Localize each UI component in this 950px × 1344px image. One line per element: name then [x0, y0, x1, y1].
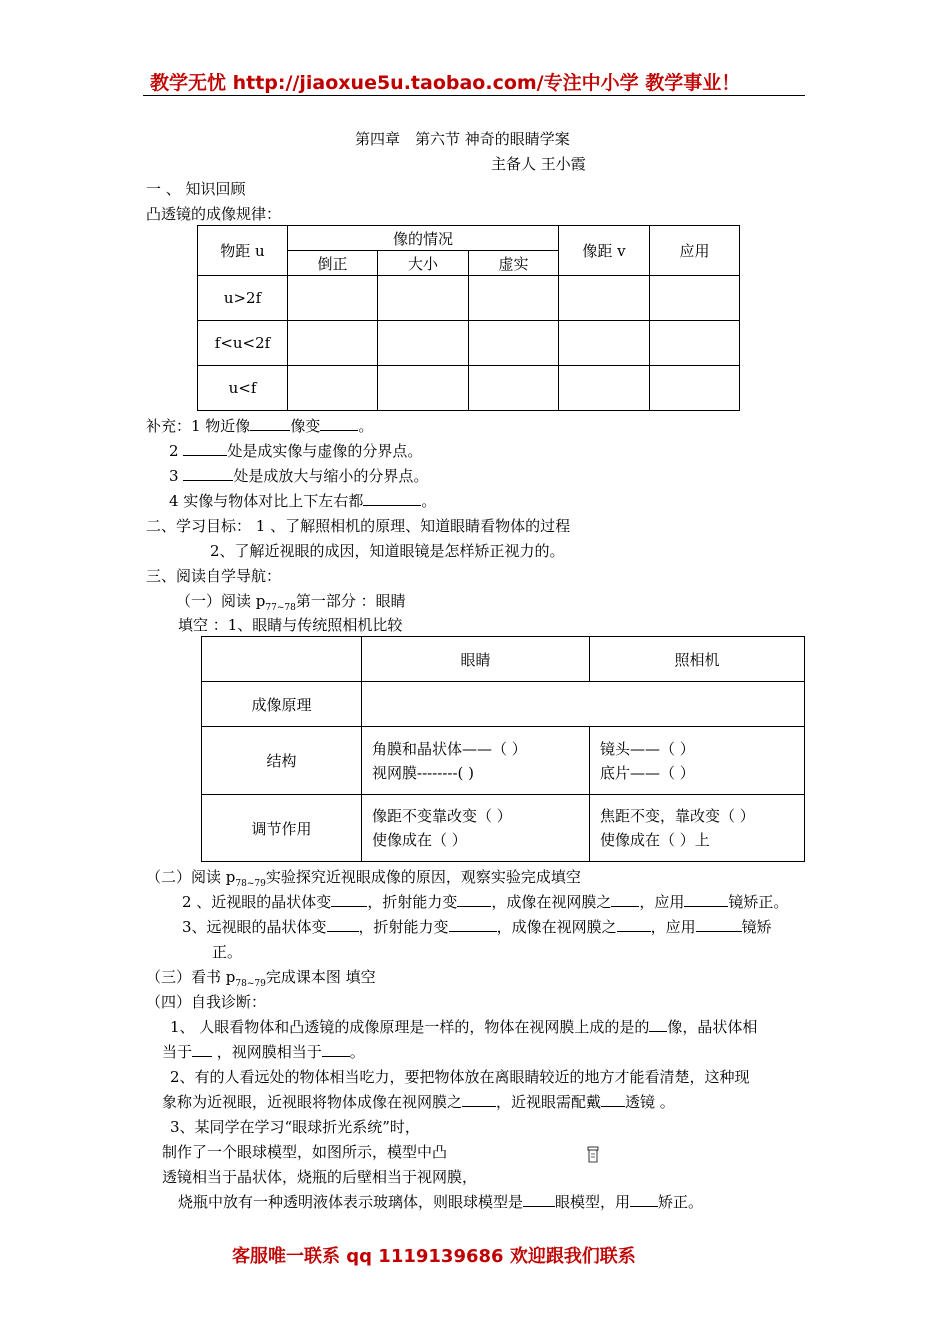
text: ，视网膜相当于 — [212, 1043, 322, 1061]
reading-2 — [146, 866, 581, 889]
learning-goal-1: 二、学习目标： 1 、了解照相机的原理、知道眼睛看物体的过程 — [146, 517, 571, 535]
myopia-line — [182, 891, 788, 912]
text: ，成像在视网膜之 — [496, 918, 617, 936]
question-2-line2 — [162, 1091, 675, 1112]
page-header: 教学无忧 http://jiaoxue5u.taobao.com/专注中小学 教学事业！ — [150, 72, 741, 94]
blank-cell[interactable] — [559, 321, 650, 366]
col-application: 应用 — [650, 226, 740, 276]
blank-cell[interactable] — [288, 276, 378, 321]
col-image-distance: 像距 v — [559, 226, 650, 276]
fill-blank[interactable] — [617, 917, 651, 932]
row-label: f<u<2f — [198, 321, 288, 366]
fill-blank[interactable] — [449, 917, 497, 932]
author-line: 主备人 王小霞 — [491, 155, 586, 173]
question-3-line1: 3、某同学在学习“眼球折光系统”时， — [170, 1118, 420, 1136]
col-camera: 照相机 — [590, 637, 805, 682]
reading-text: 实验探究近视眼成像的原因，观察实验完成填空 — [265, 868, 581, 886]
question-1-line2 — [162, 1041, 365, 1062]
blank-cell[interactable] — [650, 276, 740, 321]
text: 当于 — [162, 1043, 193, 1061]
text: 透镜 。 — [625, 1093, 675, 1111]
question-2-line1: 2、有的人看远处的物体相当吃力，要把物体放在离眼睛较近的地方才能看清楚，这种现 — [170, 1068, 750, 1086]
page-range: 77~78 — [265, 603, 296, 613]
eye-adjustment-1: 像距不变靠改变（ ） — [372, 807, 512, 825]
blank-cell[interactable] — [288, 366, 378, 411]
fill-blank[interactable] — [327, 917, 359, 932]
question-3-line2: 制作了一个眼球模型，如图所示，模型中凸 — [162, 1143, 448, 1161]
section1-heading: 一 、 知识回顾 — [146, 180, 246, 198]
reading-text: （二）阅读 p — [146, 868, 236, 886]
blank-header-cell — [202, 637, 362, 682]
supplement-text: 处是成实像与虚像的分界点。 — [227, 442, 423, 460]
question-3-line3: 透镜相当于晶状体，烧瓶的后壁相当于视网膜， — [162, 1168, 478, 1186]
col-image-info: 像的情况 — [288, 226, 559, 251]
supplement-1 — [146, 415, 373, 436]
reading-text: （三）看书 p — [146, 968, 236, 986]
eye-adjustment-cell[interactable] — [362, 795, 590, 862]
row-structure: 结构 — [202, 727, 362, 795]
fill-blank[interactable] — [250, 416, 290, 431]
question-1-line1 — [170, 1016, 757, 1037]
page-title: 第四章 第六节 神奇的眼睛学案 — [355, 130, 570, 148]
fill-blank[interactable] — [523, 1192, 555, 1207]
supplement-text: 。 — [358, 417, 374, 435]
section1-subheading: 凸透镜的成像规律： — [146, 205, 282, 223]
supplement-text: 补充：1 物近像 — [146, 417, 251, 435]
fill-blank[interactable] — [696, 917, 742, 932]
question-3-line4 — [178, 1191, 703, 1212]
text: 。 — [349, 1043, 365, 1061]
text: 眼模型，用 — [555, 1193, 631, 1211]
fill-blank[interactable] — [183, 466, 233, 481]
fill-blank[interactable] — [457, 892, 491, 907]
text: 象称为近视眼，近视眼将物体成像在视网膜之 — [162, 1093, 463, 1111]
text: 3、远视眼的晶状体变 — [182, 918, 327, 936]
supplement-text: 。 — [421, 492, 437, 510]
header-rule — [143, 95, 805, 96]
fill-blank[interactable] — [183, 441, 227, 456]
row-imaging-principle: 成像原理 — [202, 682, 362, 727]
reading-1 — [176, 590, 406, 613]
eye-structure-1: 角膜和晶状体——（ ） — [372, 739, 527, 758]
blank-cell[interactable] — [288, 321, 378, 366]
fill-blank[interactable] — [192, 1042, 212, 1057]
fill-blank[interactable] — [462, 1092, 496, 1107]
text: 1、 人眼看物体和凸透镜的成像原理是一样的，物体在视网膜上成的是的 — [170, 1018, 650, 1036]
fill-blank[interactable] — [363, 491, 421, 506]
text: 镜矫正。 — [728, 893, 789, 911]
page-footer: 客服唯一联系 qq 1119139686 欢迎跟我们联系 — [232, 1246, 636, 1267]
hyperopia-line — [182, 916, 772, 937]
reading-3 — [146, 966, 376, 989]
fill-blank[interactable] — [601, 1092, 625, 1107]
reading-text: 完成课本图 填空 — [265, 968, 376, 986]
fill-blank[interactable] — [331, 892, 367, 907]
blank-cell[interactable] — [469, 321, 559, 366]
reading-text: （一）阅读 p — [176, 592, 266, 610]
diagnosis-heading: （四）自我诊断： — [146, 993, 267, 1011]
fill-blank[interactable] — [684, 892, 728, 907]
supplement-4 — [169, 490, 436, 511]
fill-blank[interactable] — [322, 1042, 350, 1057]
camera-adjustment-2: 使像成在（ ）上 — [600, 831, 710, 849]
supplement-text: 3 — [169, 467, 184, 485]
camera-adjustment-cell[interactable] — [590, 795, 805, 862]
blank-cell[interactable] — [559, 276, 650, 321]
subcol-orientation: 倒正 — [288, 251, 378, 276]
fill-blank[interactable] — [649, 1017, 667, 1032]
text: 烧瓶中放有一种透明液体表示玻璃体，则眼球模型是 — [178, 1193, 524, 1211]
blank-cell[interactable] — [378, 321, 469, 366]
eye-structure-2: 视网膜--------( ) — [372, 763, 475, 782]
eye-adjustment-2: 使像成在（ ） — [372, 831, 467, 849]
blank-cell[interactable] — [559, 366, 650, 411]
subcol-size: 大小 — [378, 251, 469, 276]
reading-text: 第一部分 ：眼睛 — [295, 592, 406, 610]
camera-adjustment-1: 焦距不变，靠改变（ ） — [600, 807, 755, 825]
eye-camera-table — [201, 636, 805, 862]
supplement-2 — [169, 440, 422, 461]
supplement-3 — [169, 465, 428, 486]
text: 矫正。 — [658, 1193, 704, 1211]
subcol-real-virtual: 虚实 — [469, 251, 559, 276]
fill-label: 填空 ：1、眼睛与传统照相机比较 — [178, 616, 403, 634]
fill-blank[interactable] — [630, 1192, 658, 1207]
row-label: u<f — [198, 366, 288, 411]
blank-cell[interactable] — [378, 366, 469, 411]
flask-icon — [586, 1146, 600, 1164]
text: 像，晶状体相 — [667, 1018, 758, 1036]
text: ，近视眼需配戴 — [496, 1093, 602, 1111]
fill-blank[interactable] — [320, 416, 358, 431]
text: 2 、近视眼的晶状体变 — [182, 893, 332, 911]
text: ，应用 — [650, 918, 696, 936]
blank-cell[interactable] — [362, 682, 805, 727]
text: ，应用 — [639, 893, 685, 911]
row-adjustment: 调节作用 — [202, 795, 362, 862]
text: ，折射能力变 — [367, 893, 458, 911]
blank-cell[interactable] — [650, 366, 740, 411]
text: ，折射能力变 — [358, 918, 449, 936]
blank-cell[interactable] — [378, 276, 469, 321]
table-row — [198, 366, 740, 411]
supplement-text: 处是成放大与缩小的分界点。 — [233, 467, 429, 485]
blank-cell[interactable] — [469, 276, 559, 321]
text: 镜矫 — [741, 918, 772, 936]
camera-structure-cell[interactable] — [590, 727, 805, 795]
col-eye: 眼睛 — [362, 637, 590, 682]
row-label: u>2f — [198, 276, 288, 321]
eye-structure-cell[interactable] — [362, 727, 590, 795]
fill-blank[interactable] — [611, 892, 639, 907]
camera-structure-2: 底片——（ ） — [600, 763, 695, 782]
camera-structure-1: 镜头——（ ） — [600, 739, 695, 758]
page-range: 78~79 — [235, 979, 266, 989]
page-range: 78~79 — [235, 879, 266, 889]
table-row — [198, 276, 740, 321]
hyperopia-line-end: 正。 — [212, 943, 243, 961]
supplement-text: 2 — [169, 442, 184, 460]
learning-goal-2: 2、了解近视眼的成因，知道眼镜是怎样矫正视力的。 — [210, 542, 565, 560]
lens-imaging-table — [197, 225, 740, 411]
section3-heading: 三、阅读自学导航： — [146, 567, 282, 585]
table-row — [198, 321, 740, 366]
text: ，成像在视网膜之 — [491, 893, 612, 911]
blank-cell[interactable] — [650, 321, 740, 366]
col-object-distance: 物距 u — [198, 226, 288, 276]
supplement-text: 像变 — [290, 417, 321, 435]
blank-cell[interactable] — [469, 366, 559, 411]
supplement-text: 4 实像与物体对比上下左右都 — [169, 492, 364, 510]
